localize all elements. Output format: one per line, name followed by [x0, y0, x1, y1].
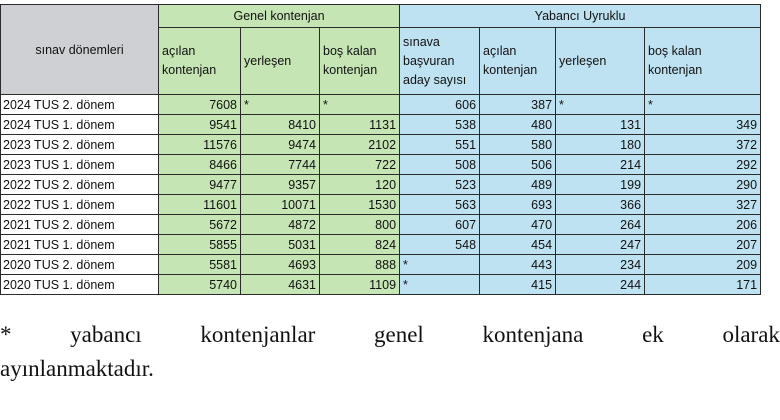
yabanci-value-cell: 199 [556, 175, 645, 195]
footnote-word: genel [374, 322, 424, 347]
table-row [1, 195, 761, 215]
yabanci-value-cell: 247 [556, 235, 645, 255]
yabanci-value-cell: 415 [480, 275, 556, 295]
footnote-word: * [0, 322, 12, 347]
period-cell: 2022 TUS 1. dönem [1, 195, 159, 215]
footnote-line-1 [0, 318, 780, 352]
genel-value-cell: 7744 [241, 155, 320, 175]
genel-value-cell: * [241, 95, 320, 115]
tus-quota-table [0, 4, 761, 295]
yabanci-value-cell: 606 [400, 95, 480, 115]
yabanci-value-cell: 508 [400, 155, 480, 175]
genel-acilan-header: açılan kontenjan [159, 28, 241, 95]
yabanci-value-cell: * [645, 95, 761, 115]
yabanci-value-cell: 506 [480, 155, 556, 175]
period-cell: 2023 TUS 2. dönem [1, 135, 159, 155]
yabanci-value-cell: 372 [645, 135, 761, 155]
genel-value-cell: 800 [320, 215, 400, 235]
yabanci-value-cell: 264 [556, 215, 645, 235]
genel-value-cell: 2102 [320, 135, 400, 155]
yabanci-value-cell: 523 [400, 175, 480, 195]
yabanci-value-cell: 607 [400, 215, 480, 235]
yabanci-value-cell: 234 [556, 255, 645, 275]
footnote-word: yabancı [70, 322, 142, 347]
yabanci-value-cell: 290 [645, 175, 761, 195]
yabanci-value-cell: 538 [400, 115, 480, 135]
genel-bos-kalan-header: boş kalan kontenjan [320, 28, 400, 95]
genel-value-cell: 9541 [159, 115, 241, 135]
genel-value-cell: 5855 [159, 235, 241, 255]
genel-value-cell: 9474 [241, 135, 320, 155]
yabanci-uyruklu-header: Yabancı Uyruklu [400, 5, 761, 28]
footnote-word: kontenjana [482, 322, 584, 347]
yabanci-value-cell: 551 [400, 135, 480, 155]
yabanci-value-cell: 349 [645, 115, 761, 135]
footnote [0, 318, 780, 386]
table-row [1, 135, 761, 155]
genel-value-cell: 5031 [241, 235, 320, 255]
table-row [1, 155, 761, 175]
genel-value-cell: 1530 [320, 195, 400, 215]
yabanci-value-cell: 214 [556, 155, 645, 175]
yabanci-value-cell: 180 [556, 135, 645, 155]
yabanci-yerlesen-header: yerleşen [556, 28, 645, 95]
yabanci-value-cell: 244 [556, 275, 645, 295]
yabanci-value-cell: 443 [480, 255, 556, 275]
genel-value-cell: 11601 [159, 195, 241, 215]
genel-value-cell: 1131 [320, 115, 400, 135]
yabanci-value-cell: * [400, 255, 480, 275]
footnote-word: ek [642, 322, 664, 347]
yabanci-value-cell: * [556, 95, 645, 115]
period-cell: 2021 TUS 2. dönem [1, 215, 159, 235]
genel-value-cell: 11576 [159, 135, 241, 155]
period-cell: 2020 TUS 1. dönem [1, 275, 159, 295]
yabanci-value-cell: * [400, 275, 480, 295]
table-row [1, 115, 761, 135]
genel-value-cell: 824 [320, 235, 400, 255]
yabanci-basvuran-header: sınava başvuran aday sayısı [400, 28, 480, 95]
yabanci-value-cell: 580 [480, 135, 556, 155]
genel-value-cell: 9357 [241, 175, 320, 195]
group-header-row [1, 5, 761, 28]
period-cell: 2020 TUS 2. dönem [1, 255, 159, 275]
yabanci-value-cell: 387 [480, 95, 556, 115]
period-cell: 2023 TUS 1. dönem [1, 155, 159, 175]
genel-value-cell: 9477 [159, 175, 241, 195]
period-cell: 2024 TUS 2. dönem [1, 95, 159, 115]
period-cell: 2024 TUS 1. dönem [1, 115, 159, 135]
genel-value-cell: 5740 [159, 275, 241, 295]
yabanci-value-cell: 693 [480, 195, 556, 215]
yabanci-value-cell: 131 [556, 115, 645, 135]
genel-value-cell: * [320, 95, 400, 115]
yabanci-value-cell: 171 [645, 275, 761, 295]
genel-value-cell: 120 [320, 175, 400, 195]
table-row [1, 235, 761, 255]
yabanci-value-cell: 327 [645, 195, 761, 215]
yabanci-value-cell: 489 [480, 175, 556, 195]
genel-value-cell: 888 [320, 255, 400, 275]
yabanci-value-cell: 563 [400, 195, 480, 215]
yabanci-bos-kalan-header: boş kalan kontenjan [645, 28, 761, 95]
yabanci-value-cell: 209 [645, 255, 761, 275]
genel-value-cell: 7608 [159, 95, 241, 115]
table-row [1, 95, 761, 115]
genel-yerlesen-header: yerleşen [241, 28, 320, 95]
yabanci-value-cell: 206 [645, 215, 761, 235]
yabanci-value-cell: 480 [480, 115, 556, 135]
footnote-line-2: ayınlanmaktadır. [0, 356, 154, 381]
period-column-header: sınav dönemleri [1, 5, 159, 95]
genel-value-cell: 8410 [241, 115, 320, 135]
genel-kontenjan-header: Genel kontenjan [159, 5, 400, 28]
table-row [1, 175, 761, 195]
genel-value-cell: 10071 [241, 195, 320, 215]
genel-value-cell: 8466 [159, 155, 241, 175]
genel-value-cell: 4631 [241, 275, 320, 295]
genel-value-cell: 4693 [241, 255, 320, 275]
genel-value-cell: 1109 [320, 275, 400, 295]
table-row [1, 255, 761, 275]
footnote-word: olarak [722, 322, 780, 347]
yabanci-acilan-header: açılan kontenjan [480, 28, 556, 95]
genel-value-cell: 722 [320, 155, 400, 175]
yabanci-value-cell: 454 [480, 235, 556, 255]
yabanci-value-cell: 548 [400, 235, 480, 255]
period-cell: 2022 TUS 2. dönem [1, 175, 159, 195]
table-row [1, 215, 761, 235]
period-cell: 2021 TUS 1. dönem [1, 235, 159, 255]
yabanci-value-cell: 366 [556, 195, 645, 215]
footnote-word: kontenjanlar [200, 322, 316, 347]
yabanci-value-cell: 207 [645, 235, 761, 255]
genel-value-cell: 5672 [159, 215, 241, 235]
yabanci-value-cell: 470 [480, 215, 556, 235]
genel-value-cell: 4872 [241, 215, 320, 235]
table-row [1, 275, 761, 295]
genel-value-cell: 5581 [159, 255, 241, 275]
yabanci-value-cell: 292 [645, 155, 761, 175]
